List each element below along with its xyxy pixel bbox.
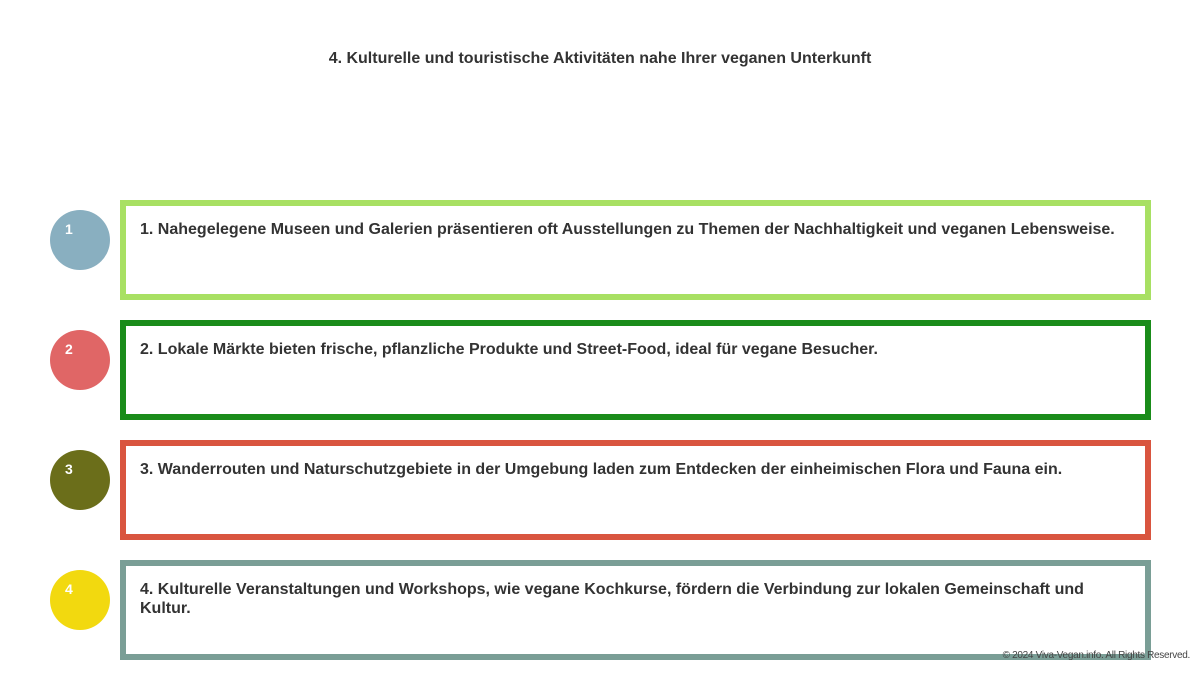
activity-box-3 <box>120 440 1151 540</box>
activity-item-4 <box>0 560 1200 660</box>
activity-text: 1. Nahegelegene Museen und Galerien präsentieren oft Ausstellungen zu Themen der Nachhaltigkeit und veganen Lebensweise. <box>140 221 1115 238</box>
activity-text: 3. Wanderrouten und Naturschutzgebiete in der Umgebung laden zum Entdecken der einheimischen Flora und Fauna ein. <box>140 461 1063 478</box>
number-badge-4 <box>50 570 110 630</box>
number-badge-3 <box>50 450 110 510</box>
activity-item-3 <box>0 440 1200 540</box>
page-title: 4. Kulturelle und touristische Aktivitäten nahe Ihrer veganen Unterkunft <box>328 50 872 67</box>
activity-box-4 <box>120 560 1151 660</box>
copyright-footer: © 2024 Viva-Vegan.info. All Rights Reserved. <box>1002 650 1190 661</box>
badge-number: 1 <box>65 221 73 237</box>
number-badge-2 <box>50 330 110 390</box>
badge-number: 4 <box>65 581 73 597</box>
activity-box-1 <box>120 200 1151 300</box>
activity-box-2 <box>120 320 1151 420</box>
activity-item-1 <box>0 200 1200 300</box>
activity-text: 4. Kulturelle Veranstaltungen und Workshops, wie vegane Kochkurse, fördern die Verbindung zur lokalen Gemeinschaft und Kultur. <box>140 581 1084 617</box>
number-badge-1 <box>50 210 110 270</box>
activity-text: 2. Lokale Märkte bieten frische, pflanzliche Produkte und Street-Food, ideal für vegane Besucher. <box>140 341 878 358</box>
badge-number: 3 <box>65 461 73 477</box>
activity-item-2 <box>0 320 1200 420</box>
badge-number: 2 <box>65 341 73 357</box>
